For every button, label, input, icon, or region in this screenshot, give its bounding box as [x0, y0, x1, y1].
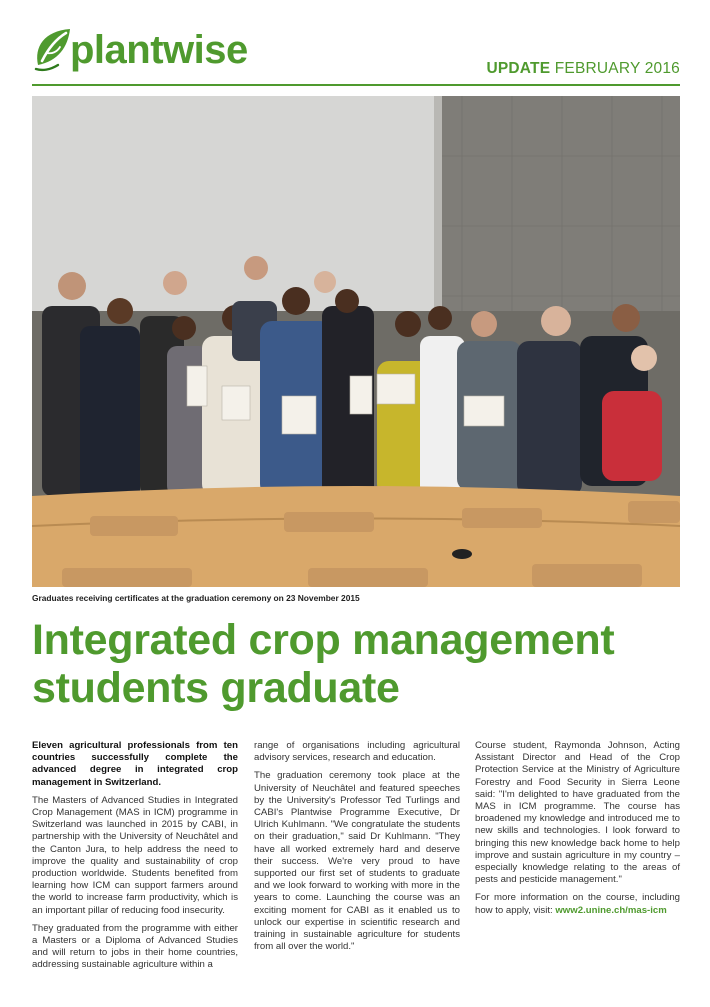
headline-line-2: students graduate [32, 664, 400, 712]
course-link[interactable]: www2.unine.ch/mas-icm [555, 904, 667, 916]
article-lead: Eleven agricultural professionals from ten countries successfully complete the advanced degree in integrated crop management in Switzerland. [32, 740, 238, 788]
update-date: FEBRUARY 2016 [554, 60, 680, 77]
issue-label [486, 60, 680, 78]
more-info-text: For more information on the course, including how to apply, visit: [475, 892, 680, 916]
update-label: UPDATE [486, 60, 551, 77]
plantwise-logo[interactable] [32, 22, 248, 78]
page-header [32, 18, 680, 84]
graduation-photo [32, 96, 680, 587]
headline-line-1: Integrated crop management [32, 616, 615, 664]
article-paragraph-2-end: range of organisations including agricultural advisory services, research and education. [254, 740, 460, 764]
article-column-1 [32, 740, 238, 978]
photo-caption: Graduates receiving certificates at the graduation ceremony on 23 November 2015 [32, 593, 360, 603]
article-headline [32, 616, 692, 712]
article-paragraph-1: The Masters of Advanced Studies in Integrated Crop Management (MAS in ICM) programme in Switzerland was launched in 2015 by CABI, in partnership with the University of Neuchâtel and the Canton Jura, to help address the need to improve the quality and sustainability of crop production worldwide. Students benefited from learning how ICM can support farmers around the world to increase farm productivity, which is an important pillar of reducing food insecurity. [32, 794, 238, 916]
article-paragraph-3: The graduation ceremony took place at the University of Neuchâtel and featured speeches by the University's Professor Ted Turlings and CABI's Plantwise Programme Executive, Dr Ulrich Kuhlmann. "We congratulate the students on their graduation," said Dr Kuhlmann. "They have all worked extremely hard and deserve their success. We're very proud to have supported our first set of students to graduate and we look forward to working with more in the years to come. Launching the course was an exciting moment for CABI as it enabled us to unlock our expertise in scientific research and training in sustainable agriculture for students from all over the world." [254, 770, 460, 953]
header-divider [32, 84, 680, 86]
article-column-2 [254, 740, 460, 959]
article-paragraph-4: Course student, Raymonda Johnson, Acting Assistant Director and Head of the Crop Protection Service at the Ministry of Agriculture Forestry and Food Security in Sierra Leone said: "I'm delighted to have graduated from the MAS in ICM programme. The course has broadened my knowledge and introduced me to new skills and technologies. I look forward to bringing this new knowledge back home to help improve and sustain agriculture in my country – especially knowledge relating to the areas of pests and pesticide management." [475, 740, 680, 886]
article-paragraph-5 [475, 892, 680, 916]
brand-name: plantwise [70, 28, 248, 72]
article-paragraph-2-start: They graduated from the programme with either a Masters or a Diploma of Advanced Studies and will return to jobs in their home countries, addressing sustainable agriculture within a [32, 922, 238, 971]
article-column-3 [475, 740, 680, 923]
